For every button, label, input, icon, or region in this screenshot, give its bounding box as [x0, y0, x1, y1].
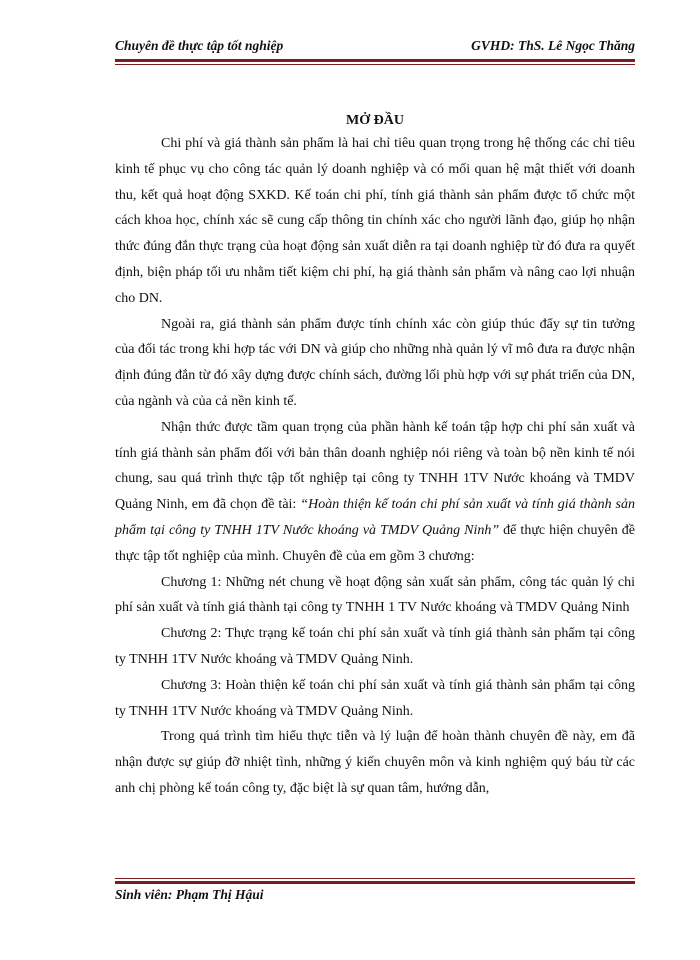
paragraph-3-intro: Nhận thức được tầm quan trọng của phần hành kế toán tập hợp chi phí sản xuất và tính giá thành sản phẩm đối với bản thân doanh nghiệp nói riêng và toàn bộ nền kinh tế nói chung, sau quá trình thực tập tốt nghiệp tại công ty TNHH 1TV Nước khoáng và TMDV Quảng Ninh, em đã chọn đề tài:	[115, 419, 635, 513]
section-title: MỞ ĐẦU	[346, 113, 404, 128]
paragraph-2: Ngoài ra, giá thành sản phẩm được tính chính xác còn giúp thúc đẩy sự tin tưởng của đối tác trong khi hợp tác với DN và giúp cho những nhà quản lý vĩ mô đưa ra được nhận định đúng đắn từ đó xây dựng được chính sách, đường lối phù hợp với sự phát triển của DN, của ngành và của cả nền kinh tế.	[115, 316, 635, 409]
page-header	[115, 38, 635, 58]
footer-student: Sinh viên: Phạm Thị Hậui	[115, 887, 264, 902]
paragraph-3-outro: để thực hiện chuyên đề thực tập tốt nghiệp của mình. Chuyên đề của em gồm 3 chương:	[115, 522, 635, 564]
chapter-3: Chương 3: Hoàn thiện kế toán chi phí sản xuất và tính giá thành sản phẩm tại công ty TNHH 1TV Nước khoáng và TMDV Quảng Ninh.	[115, 677, 635, 719]
header-course-title: Chuyên đề thực tập tốt nghiệp	[115, 38, 284, 53]
chapter-1: Chương 1: Những nét chung về hoạt động sản xuất sản phẩm, công tác quản lý chi phí sản xuất và tính giá thành tại công ty TNHH 1 TV Nước khoáng và TMDV Quảng Ninh	[115, 574, 635, 616]
body-text	[115, 131, 635, 802]
paragraph-1: Chi phí và giá thành sản phẩm là hai chỉ tiêu quan trọng trong hệ thống các chỉ tiêu kinh tế phục vụ cho công tác quản lý doanh nghiệp và có mối quan hệ mật thiết với doanh thu, kết quả hoạt động SXKD. Kế toán chi phí, tính giá thành sản phẩm được tổ chức một cách khoa học, chính xác sẽ cung cấp thông tin chính xác cho người lãnh đạo, giúp họ nhận thức đúng đắn thực trạng của hoạt động sản xuất diễn ra tại doanh nghiệp từ đó đưa ra quyết định, biện pháp tối ưu nhằm tiết kiệm chi phí, hạ giá thành sản phẩm và nâng cao lợi nhuận cho DN.	[115, 136, 635, 306]
chapter-2: Chương 2: Thực trạng kế toán chi phí sản xuất và tính giá thành sản phẩm tại công ty TNHH 1TV Nước khoáng và TMDV Quảng Ninh.	[115, 626, 635, 667]
header-rule-thick	[115, 59, 635, 62]
thesis-topic: “Hoàn thiện kế toán chi phí sản xuất và tính giá thành sản phẩm tại công ty TNHH 1TV Nước khoáng và TMDV Quảng Ninh”	[115, 497, 635, 538]
header-supervisor: GVHD: ThS. Lê Ngọc Thăng	[471, 38, 635, 53]
paragraph-4: Trong quá trình tìm hiểu thực tiễn và lý luận để hoàn thành chuyên đề này, em đã nhận được sự giúp đỡ nhiệt tình, những ý kiến chuyên môn và kinh nghiệm quý báu từ các anh chị phòng kế toán công ty, đặc biệt là sự quan tâm, hướng dẫn,	[115, 729, 635, 796]
header-rule-thin	[115, 64, 635, 65]
footer-rule-thick	[115, 881, 635, 884]
footer-rule-thin	[115, 878, 635, 879]
paragraph-3	[115, 415, 635, 570]
